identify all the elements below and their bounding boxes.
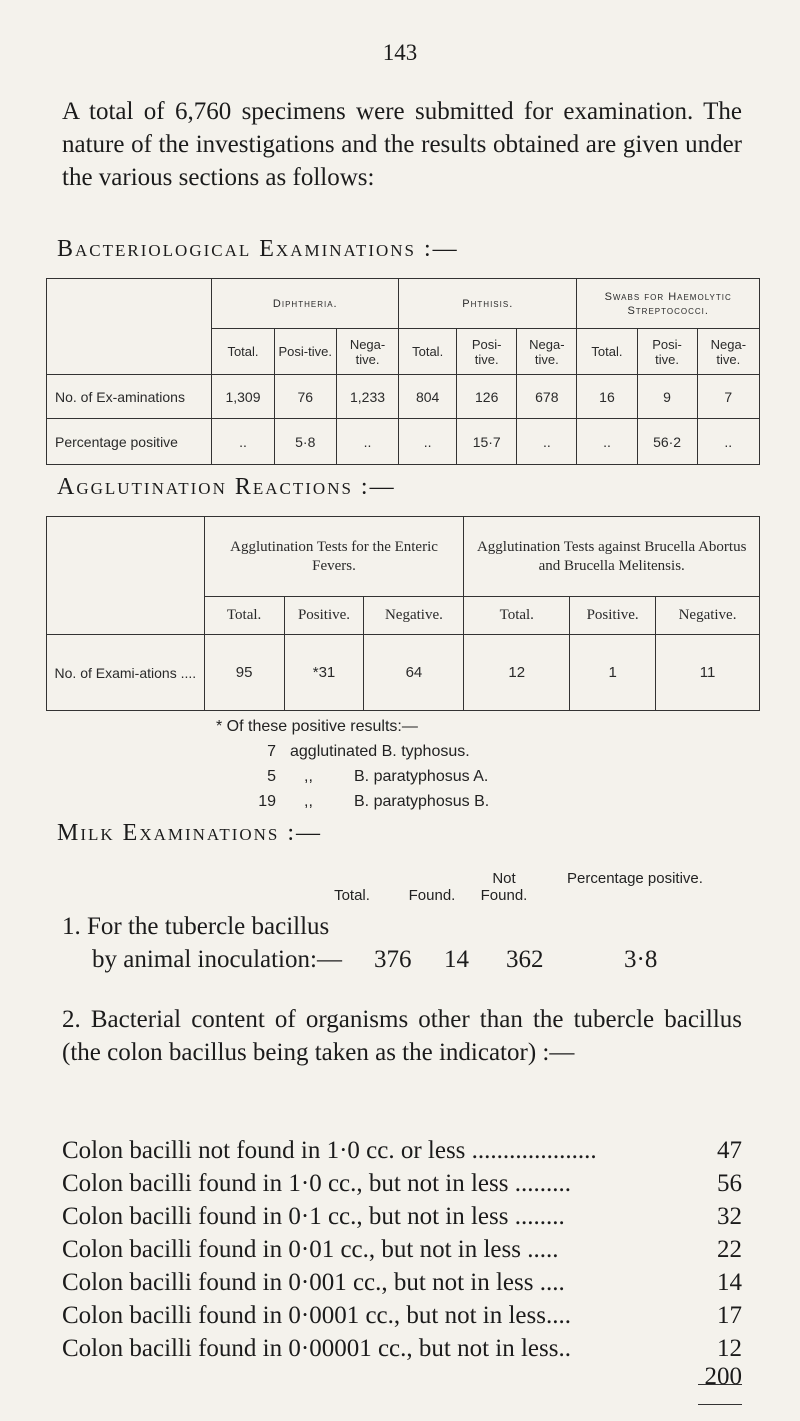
colon-row-text: Colon bacilli found in 0·001 cc., but not in less ....: [62, 1269, 565, 1296]
subheader-positive: Posi-tive.: [274, 329, 336, 375]
table-cell: 1: [570, 635, 656, 711]
bacteriological-heading: Bacteriological Examinations :—: [57, 236, 459, 262]
colon-row-text: Colon bacilli found in 0·00001 cc., but not in less..: [62, 1335, 571, 1362]
subheader-positive: Posi-tive.: [457, 329, 517, 375]
table-cell: 95: [204, 635, 284, 711]
table-cell: 16: [577, 375, 637, 419]
list-item: [62, 1299, 742, 1332]
table-cell: ..: [212, 419, 274, 465]
table-cell: 5·8: [274, 419, 336, 465]
colon-row-text: Colon bacilli found in 0·1 cc., but not in less ........: [62, 1203, 565, 1230]
table-cell: 76: [274, 375, 336, 419]
subheader-negative: Negative.: [656, 597, 760, 635]
group-header-brucella: Agglutination Tests against Brucella Abortus and Brucella Melitensis.: [464, 517, 760, 597]
table-corner: [47, 279, 212, 375]
list-item: [62, 1167, 742, 1200]
subheader-positive: Positive.: [570, 597, 656, 635]
colon-row-count: 12: [717, 1335, 742, 1362]
group-header-phthisis: Phthisis.: [399, 279, 577, 329]
footnote: [216, 714, 490, 814]
colon-row-count: 14: [717, 1269, 742, 1296]
subheader-total: Total.: [577, 329, 637, 375]
table-cell: 9: [637, 375, 697, 419]
subheader-negative: Nega-tive.: [517, 329, 577, 375]
table-cell: 1,309: [212, 375, 274, 419]
subheader-positive: Positive.: [284, 597, 364, 635]
page-number: 143: [382, 40, 418, 65]
milk-col-found: Found.: [408, 887, 456, 904]
colon-row-count: 32: [717, 1203, 742, 1230]
footnote-organism: B. paratyphosus B.: [354, 793, 490, 810]
table-cell: 15·7: [457, 419, 517, 465]
list-item: [62, 1200, 742, 1233]
colon-row-text: Colon bacilli found in 1·0 cc., but not in less .........: [62, 1170, 571, 1197]
table-cell: *31: [284, 635, 364, 711]
milk-not-found-value: 362: [506, 946, 544, 973]
table-cell: 678: [517, 375, 577, 419]
milk-total-value: 376: [374, 946, 412, 973]
list-item: [62, 1233, 742, 1266]
milk-item-bacterial: 2. Bacterial content of organisms other than the tubercle bacillus (the colon bacillus being taken as the indicator) :—: [62, 1006, 742, 1066]
colon-row-count: 17: [717, 1302, 742, 1329]
group-header-diphtheria: Diphtheria.: [212, 279, 399, 329]
table-cell: 1,233: [336, 375, 398, 419]
table-corner: [47, 517, 205, 635]
row-label-examinations: No. of Exami-ations ....: [47, 635, 205, 711]
subheader-total: Total.: [212, 329, 274, 375]
subheader-total: Total.: [399, 329, 457, 375]
colon-row-count: 22: [717, 1236, 742, 1263]
colon-row-count: 56: [717, 1170, 742, 1197]
subheader-negative: Nega-tive.: [697, 329, 759, 375]
colon-total: 200: [704, 1363, 742, 1390]
row-label-percentage: Percentage positive: [47, 419, 212, 465]
agglutination-heading: Agglutination Reactions :—: [57, 474, 396, 500]
group-header-swabs: Swabs for Haemolytic Streptococci.: [577, 279, 760, 329]
table-cell: ..: [577, 419, 637, 465]
total-rule-bottom: [698, 1404, 742, 1405]
milk-heading: Milk Examinations :—: [57, 820, 323, 846]
bacteriological-table: [46, 278, 760, 465]
milk-col-total: Total.: [334, 887, 370, 904]
footnote-organism: B. paratyphosus A.: [354, 768, 489, 785]
milk-col-percentage: Percentage positive.: [567, 870, 703, 887]
milk-percentage-value: 3·8: [624, 946, 658, 973]
milk-item1-line1: 1. For the tubercle bacillus: [62, 913, 330, 940]
row-label-examinations: No. of Ex-aminations: [47, 375, 212, 419]
group-header-enteric: Agglutination Tests for the Enteric Fevers.: [204, 517, 464, 597]
list-item: [62, 1266, 742, 1299]
agglutination-table: [46, 516, 760, 711]
colon-row-text: Colon bacilli found in 0·0001 cc., but not in less....: [62, 1302, 571, 1329]
colon-bacilli-list: [62, 1134, 742, 1365]
table-cell: 126: [457, 375, 517, 419]
ditto-mark: ,,: [304, 793, 313, 810]
footnote-count: 7: [267, 743, 276, 760]
subheader-negative: Nega-tive.: [336, 329, 398, 375]
table-cell: 56·2: [637, 419, 697, 465]
table-cell: 64: [364, 635, 464, 711]
subheader-positive: Posi-tive.: [637, 329, 697, 375]
subheader-negative: Negative.: [364, 597, 464, 635]
footnote-organism: agglutinated B. typhosus.: [290, 743, 470, 760]
table-cell: 7: [697, 375, 759, 419]
table-cell: ..: [697, 419, 759, 465]
footnote-intro: * Of these positive results:—: [216, 718, 418, 735]
subheader-total: Total.: [464, 597, 570, 635]
ditto-mark: ,,: [304, 768, 313, 785]
footnote-line: [246, 764, 489, 789]
footnote-count: 5: [267, 768, 276, 785]
footnote-count: 19: [258, 793, 276, 810]
colon-row-text: Colon bacilli found in 0·01 cc., but not in less .....: [62, 1236, 559, 1263]
list-item: [62, 1134, 742, 1167]
milk-item1-line2: by animal inoculation:—: [92, 946, 342, 973]
milk-found-value: 14: [444, 946, 469, 973]
intro-paragraph: A total of 6,760 specimens were submitted for examination. The nature of the investigations and the results obtained are given under the various sections as follows:: [62, 98, 742, 191]
colon-row-text: Colon bacilli not found in 1·0 cc. or less ....................: [62, 1137, 597, 1164]
footnote-line: [246, 789, 490, 814]
table-cell: ..: [336, 419, 398, 465]
subheader-total: Total.: [204, 597, 284, 635]
table-cell: ..: [517, 419, 577, 465]
table-cell: 12: [464, 635, 570, 711]
milk-col-not-found: Not Found.: [480, 870, 528, 904]
table-cell: 11: [656, 635, 760, 711]
colon-row-count: 47: [717, 1137, 742, 1164]
milk-item-tubercle: [62, 910, 658, 976]
footnote-line: [246, 739, 470, 764]
list-item: [62, 1332, 742, 1365]
table-cell: ..: [399, 419, 457, 465]
table-cell: 804: [399, 375, 457, 419]
